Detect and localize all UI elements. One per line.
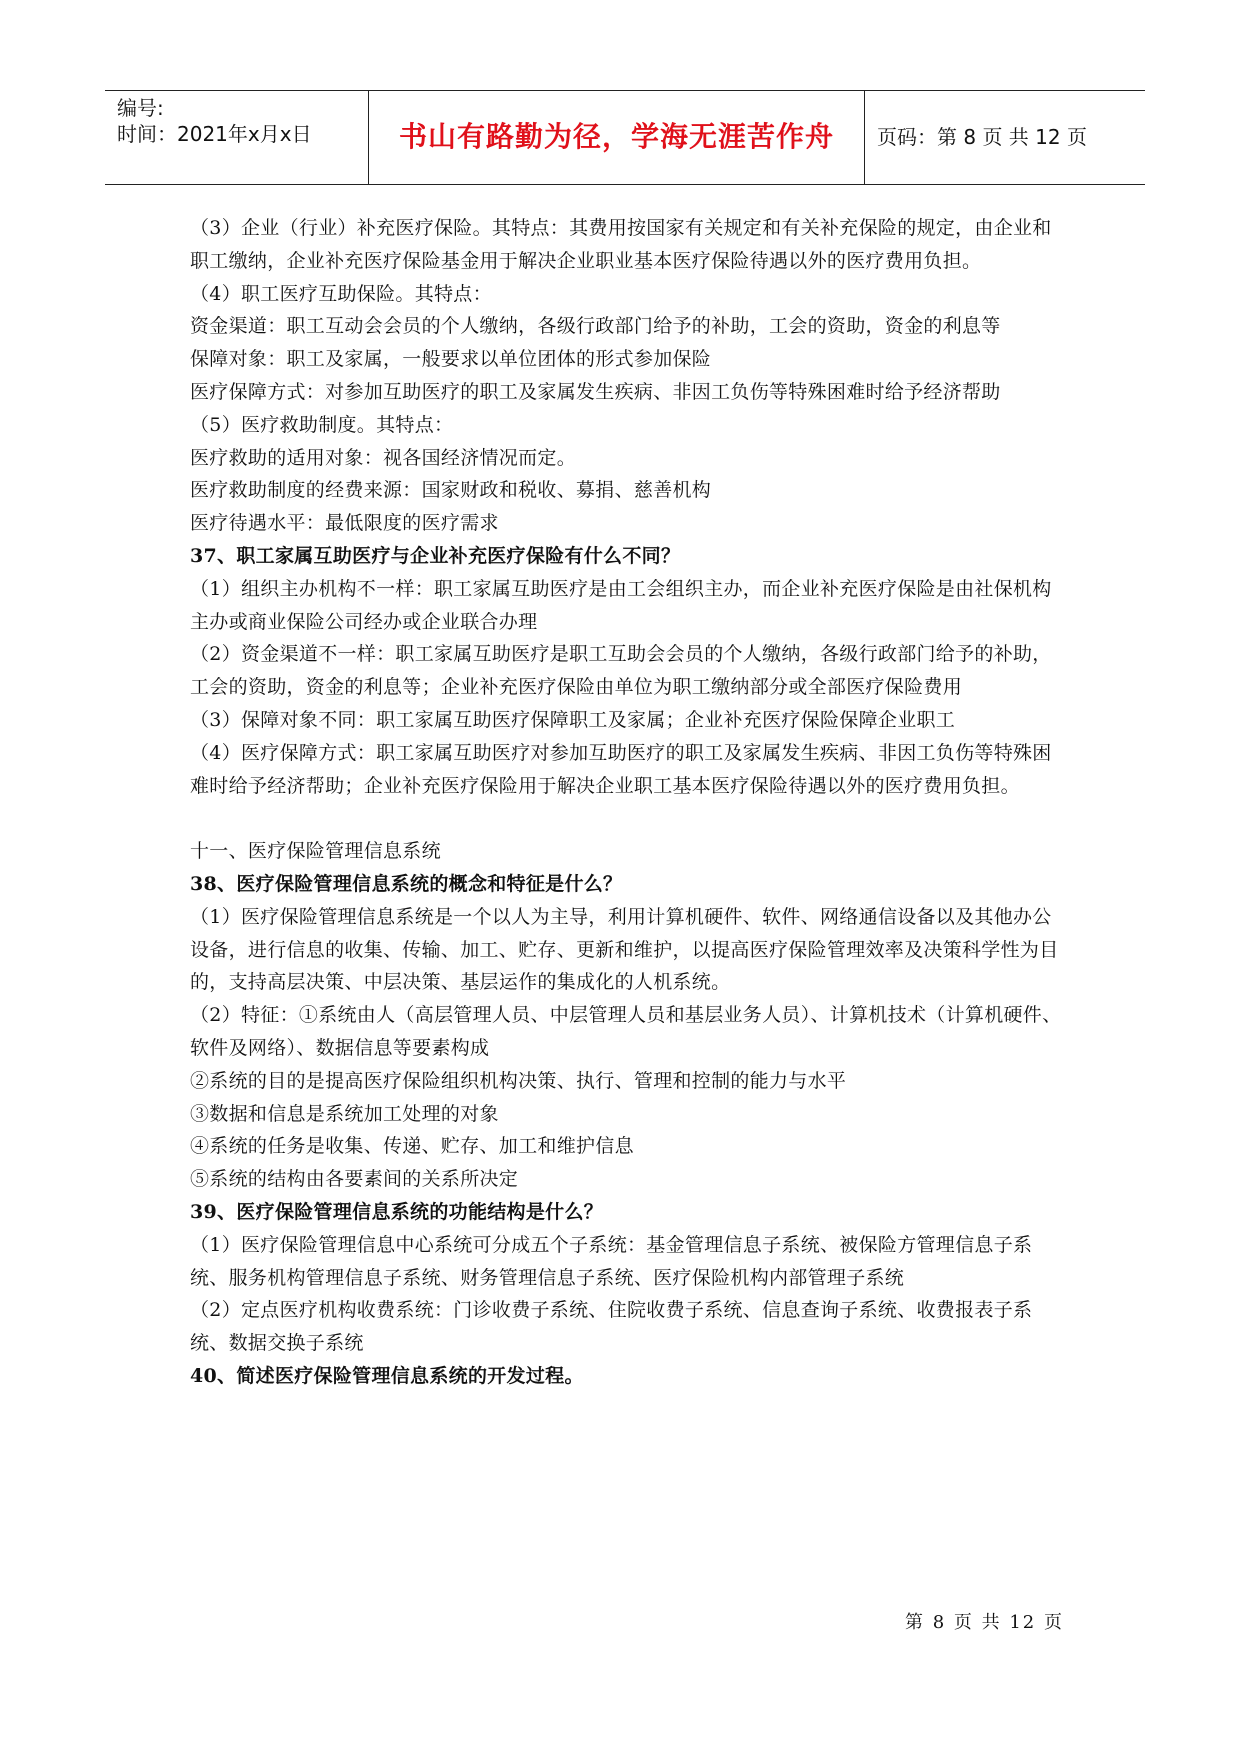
body-paragraph: （1）组织主办机构不一样：职工家属互助医疗是由工会组织主办，而企业补充医疗保险是由社保机构主办或商业保险公司经办或企业联合办理: [190, 577, 1052, 633]
body-paragraph: 医疗待遇水平：最低限度的医疗需求: [190, 512, 499, 535]
body-paragraph: （1）医疗保险管理信息系统是一个以人为主导，利用计算机硬件、软件、网络通信设备以及其他办公设备，进行信息的收集、传输、加工、贮存、更新和维护，以提高医疗保险管理效率及决策科学性为目的，支持高层决策、中层决策、基层运作的集成化的人机系统。: [190, 905, 1059, 994]
header-motto-cell: [368, 91, 865, 184]
question-heading: 40、简述医疗保险管理信息系统的开发过程。: [190, 1364, 584, 1387]
body-paragraph: ③数据和信息是系统加工处理的对象: [190, 1102, 499, 1125]
body-paragraph: 医疗救助制度的经费来源：国家财政和税收、募捐、慈善机构: [190, 479, 712, 502]
header-motto: 书山有路勤为径，学海无涯苦作舟: [398, 120, 834, 153]
question-heading: 38、医疗保险管理信息系统的概念和特征是什么？: [190, 872, 623, 895]
question-heading: 37、职工家属互助医疗与企业补充医疗保险有什么不同？: [190, 544, 681, 567]
body-paragraph: 十一、医疗保险管理信息系统: [190, 840, 441, 863]
body-paragraph: （4）医疗保障方式：职工家属互助医疗对参加互助医疗的职工及家属发生疾病、非因工负伤等特殊困难时给予经济帮助；企业补充医疗保险用于解决企业职工基本医疗保险待遇以外的医疗费用负担。: [190, 741, 1052, 797]
header-page-cell: [865, 91, 1145, 184]
body-paragraph: 医疗保障方式：对参加互助医疗的职工及家属发生疾病、非因工负伤等特殊困难时给予经济帮助: [190, 380, 1001, 403]
body-paragraph: （3）保障对象不同：职工家属互助医疗保障职工及家属；企业补充医疗保险保障企业职工: [190, 708, 956, 731]
document-time-label: 时间：2021年x月x日: [117, 122, 312, 146]
body-paragraph: （3）企业（行业）补充医疗保险。其特点：其费用按国家有关规定和有关补充保险的规定，由企业和职工缴纳，企业补充医疗保险基金用于解决企业职业基本医疗保险待遇以外的医疗费用负担。: [190, 217, 1052, 272]
body-paragraph: 医疗救助的适用对象：视各国经济情况而定。: [190, 446, 577, 469]
body-paragraph: （2）定点医疗机构收费系统：门诊收费子系统、住院收费子系统、信息查询子系统、收费报表子系统、数据交换子系统: [190, 1299, 1033, 1355]
body-paragraph: ⑤系统的结构由各要素间的关系所决定: [190, 1168, 519, 1191]
body-paragraph: ②系统的目的是提高医疗保险组织机构决策、执行、管理和控制的能力与水平: [190, 1069, 847, 1092]
header-page-number: 页码：第 8 页 共 12 页: [877, 125, 1087, 149]
body-paragraph: （5）医疗救助制度。其特点：: [190, 413, 454, 436]
question-heading: 39、医疗保险管理信息系统的功能结构是什么？: [190, 1200, 604, 1223]
body-paragraph: （1）医疗保险管理信息中心系统可分成五个子系统：基金管理信息子系统、被保险方管理信息子系统、服务机构管理信息子系统、财务管理信息子系统、医疗保险机构内部管理子系统: [190, 1233, 1033, 1289]
body-paragraph: ④系统的任务是收集、传递、贮存、加工和维护信息: [190, 1135, 634, 1158]
body-paragraph: （2）资金渠道不一样：职工家属互助医疗是职工互助会会员的个人缴纳，各级行政部门给予的补助，工会的资助，资金的利息等；企业补充医疗保险由单位为职工缴纳部分或全部医疗保险费用: [190, 643, 1052, 699]
body-paragraph: （4）职工医疗互助保险。其特点：: [190, 282, 492, 305]
body-paragraph: 资金渠道：职工互动会会员的个人缴纳，各级行政部门给予的补助，工会的资助，资金的利息等: [190, 315, 1001, 338]
page-footer-number: 第 8 页 共 12 页: [905, 1612, 1064, 1633]
body-paragraph: （2）特征：①系统由人（高层管理人员、中层管理人员和基层业务人员）、计算机技术（计算机硬件、软件及网络）、数据信息等要素构成: [190, 1004, 1062, 1059]
page-header: [105, 90, 1145, 185]
document-body: [190, 212, 1070, 1393]
body-paragraph: 保障对象：职工及家属，一般要求以单位团体的形式参加保险: [190, 348, 712, 371]
document-number-label: 编号:: [117, 96, 164, 120]
header-meta-cell: [105, 91, 368, 184]
